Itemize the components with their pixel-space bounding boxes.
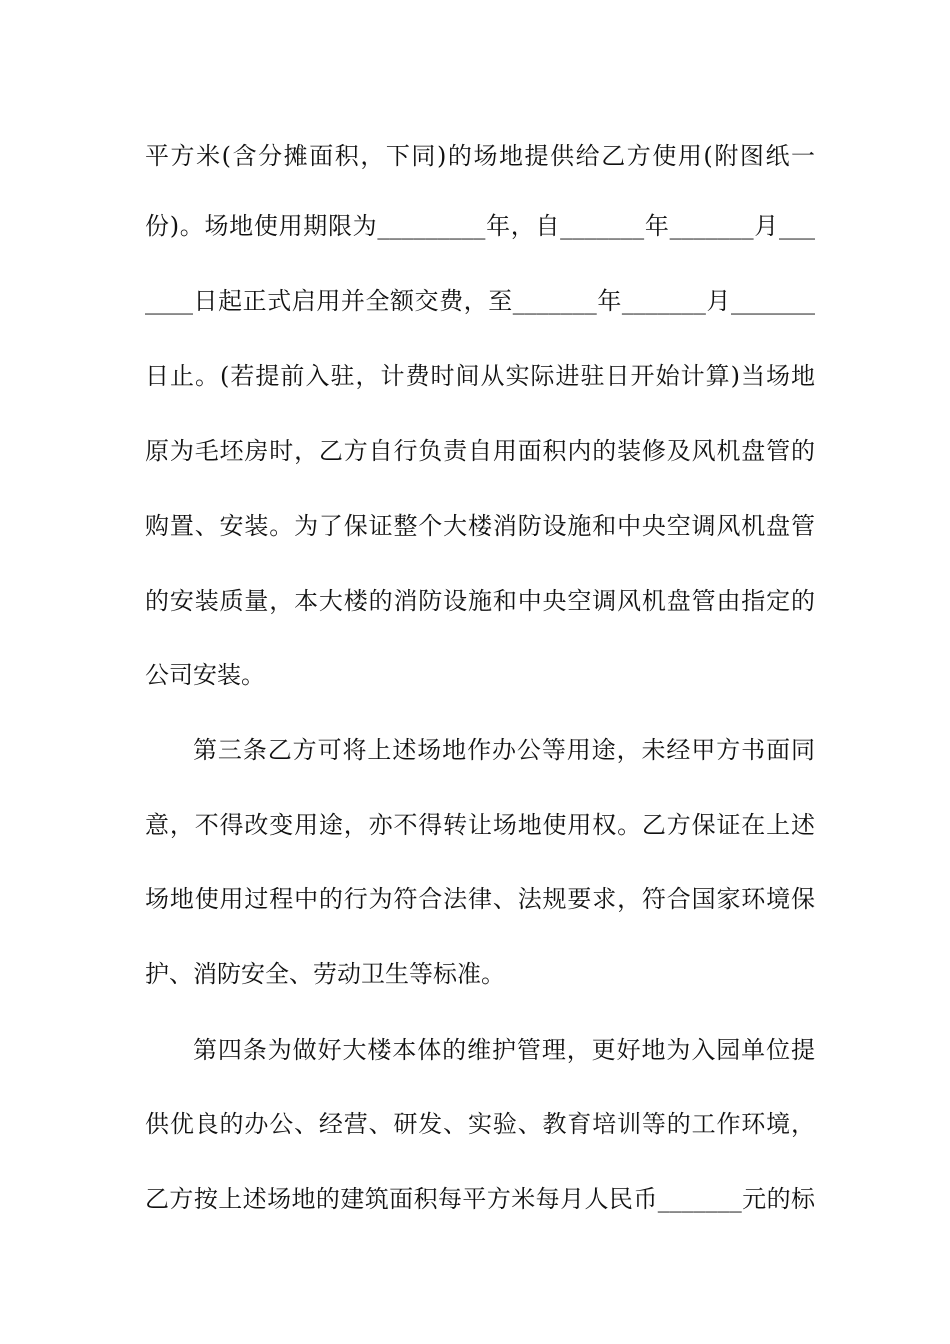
text-line: 公司安装。 [145,661,265,689]
text-line: 日止。(若提前入驻，计费时间从实际进驻日开始计算)当场地 [145,362,815,390]
text-line: 原为毛坯房时，乙方自行负责自用面积内的装修及风机盘管的 [145,437,815,465]
text-line: 场地使用过程中的行为符合法律、法规要求，符合国家环境保 [145,885,815,913]
paragraph-article-3-start: 第三条乙方可将上述场地作办公等用途，未经甲方书面同 [193,736,815,764]
text-line: ____日起正式启用并全额交费，至_______年_______月_______ [145,287,815,315]
text-line: 意，不得改变用途，亦不得转让场地使用权。乙方保证在上述 [145,811,815,839]
text-line: 购置、安装。为了保证整个大楼消防设施和中央空调风机盘管 [145,512,815,540]
paragraph-article-4-start: 第四条为做好大楼本体的维护管理，更好地为入园单位提 [193,1036,815,1064]
text-line: 护、消防安全、劳动卫生等标准。 [145,960,505,988]
text-line: 的安装质量，本大楼的消防设施和中央空调风机盘管由指定的 [145,587,815,615]
text-line: 份)。场地使用期限为_________年，自_______年_______月___ [145,212,815,240]
text-line: 平方米(含分摊面积，下同)的场地提供给乙方使用(附图纸一 [145,142,815,170]
text-line: 供优良的办公、经营、研发、实验、教育培训等的工作环境， [145,1110,815,1138]
text-line: 乙方按上述场地的建筑面积每平方米每月人民币_______元的标 [145,1185,815,1213]
